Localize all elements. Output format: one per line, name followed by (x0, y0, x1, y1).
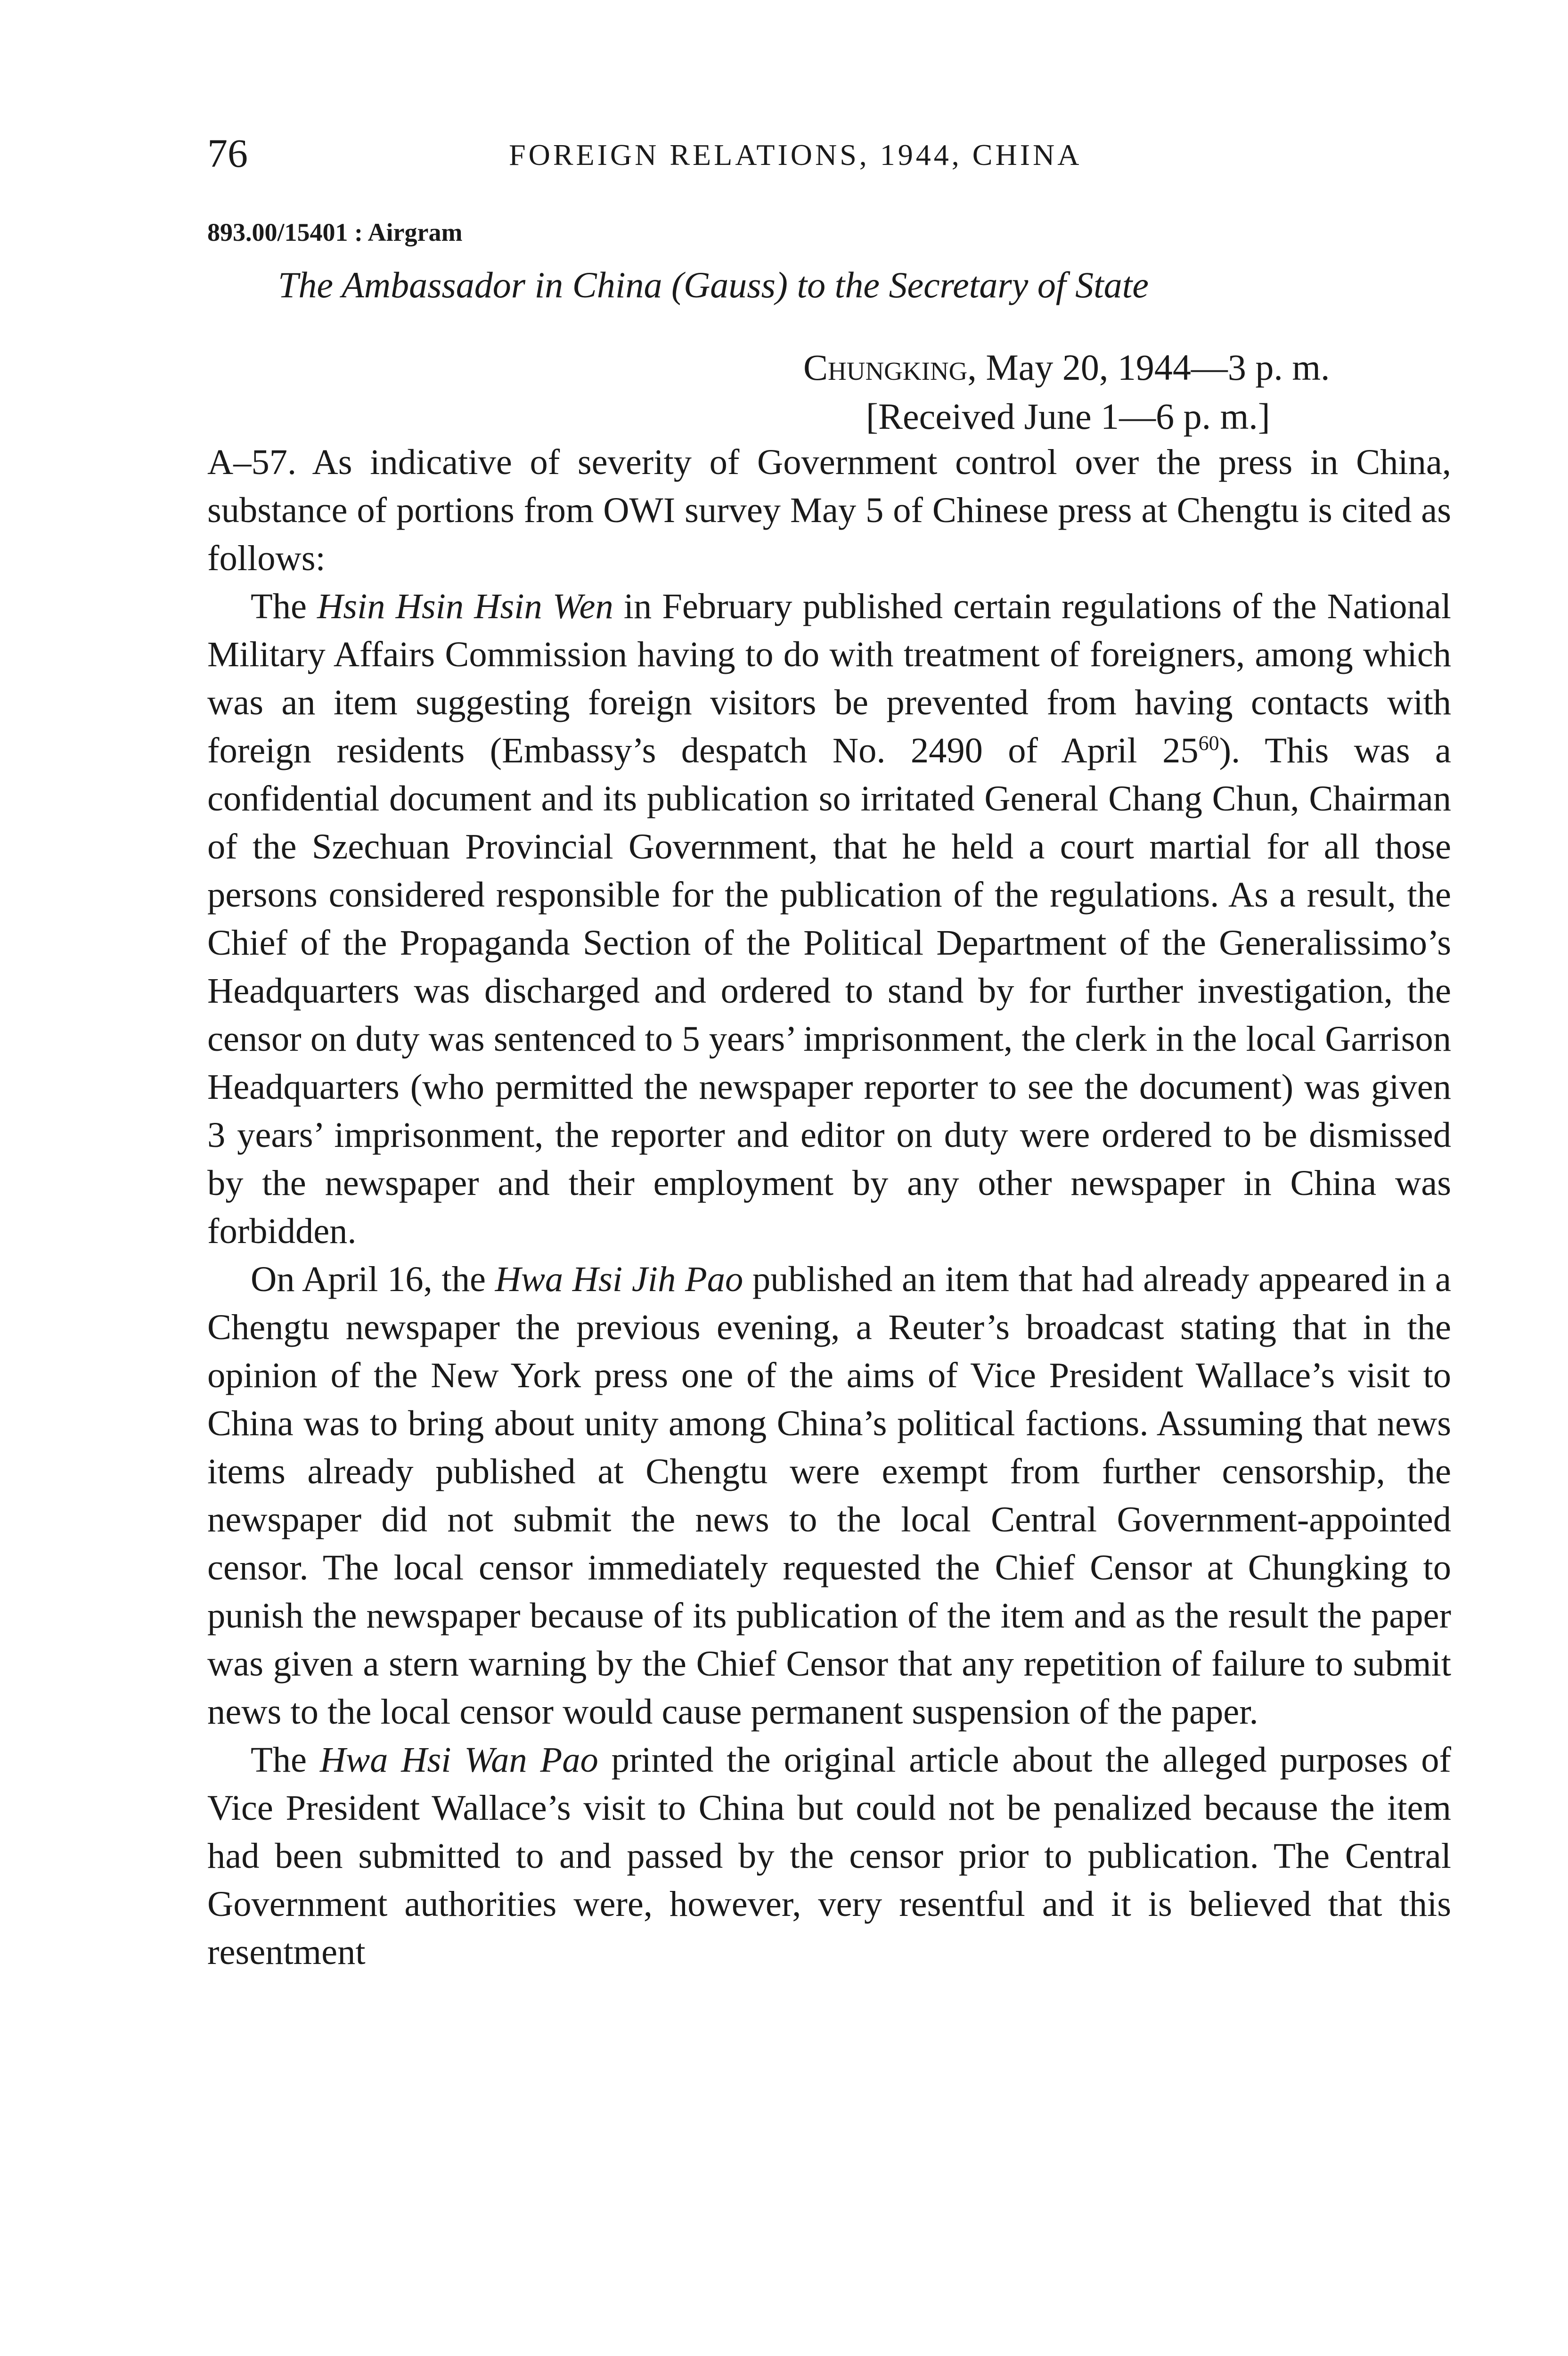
paragraph-1-text: A–57. As indicative of severity of Government control over the press in China, substance of portions from OWI survey May 5 of Chinese press at Chengtu is cited as follows: (207, 442, 1451, 578)
paragraph-3-text-b: published an item that had already appeared in a Chengtu newspaper the previous evening, a Reuter’s broadcast stating that in the opinion of the New York press one of the aims of Vice President Wallace’s visit to China was to bring about unity among China’s political factions. Assuming that news items already published at Chengtu were exempt from further censorship, the newspaper did not submit the news to the local Central Government-appointed censor. The local censor immediately requested the Chief Censor at Chungking to punish the newspaper because of its publication of the item and as the result the paper was given a stern warning by the Chief Censor that any repetition of failure to submit news to the local censor would cause permanent suspension of the paper. (207, 1259, 1451, 1732)
newspaper-name: Hwa Hsi Wan Pao (319, 1740, 598, 1780)
paragraph-2-text-b: in February published certain regulations of the National Military Affairs Commission having to do with treatment of foreigners, among which was an item suggesting foreign visitors be prevented from having contacts with foreign residents (Embassy’s despatch No. 2490 of April 25 (207, 586, 1452, 770)
paragraph-4 (207, 1736, 1451, 1976)
page-number: 76 (207, 131, 248, 176)
paragraph-2-text-c: ). This was a confidential document and its publication so irritated General Chang Chun, Chairman of the Szechuan Provincial Government, that he held a court martial for all those persons considered responsible for the publication of the regulations. As a result, the Chief of the Propaganda Section of the Political Department of the Generalissimo’s Headquarters was discharged and ordered to stand by for further investigation, the censor on duty was sentenced to 5 years’ imprisonment, the clerk in the local Garrison Headquarters (who permitted the newspaper reporter to see the document) was given 3 years’ imprisonment, the reporter and editor on duty were ordered to be dismissed by the newspaper and their employment by any other newspaper in China was forbidden. (207, 730, 1451, 1251)
dateline (803, 343, 1463, 392)
newspaper-name: Hsin Hsin Hsin Wen (317, 586, 613, 626)
paragraph-1 (207, 438, 1451, 582)
paragraph-4-text-a: The (251, 1740, 320, 1780)
body-text (207, 438, 1451, 1976)
paragraph-4-text-b: printed the original article about the alleged purposes of Vice President Wallace’s visit to China but could not be penalized because the item had been submitted to and passed by the censor prior to publication. The Central Government authorities were, however, very resentful and it is believed that this resentment (207, 1740, 1451, 1972)
received-note: [Received June 1—6 p. m.] (866, 396, 1270, 437)
file-reference: 893.00/15401 : Airgram (207, 218, 463, 246)
paragraph-3 (207, 1255, 1451, 1736)
running-header (207, 127, 1451, 179)
document-title: The Ambassador in China (Gauss) to the Secretary of State (278, 264, 1149, 305)
dateline-place: Chungking, (803, 347, 977, 388)
running-title: FOREIGN RELATIONS, 1944, CHINA (509, 138, 1082, 172)
footnote-reference: 60 (1198, 731, 1219, 755)
paragraph-2-text-a: The (251, 586, 318, 626)
paragraph-3-text-a: On April 16, the (251, 1259, 495, 1299)
paragraph-2 (207, 582, 1451, 1255)
dateline-time: May 20, 1944—3 p. m. (986, 347, 1330, 388)
newspaper-name: Hwa Hsi Jih Pao (495, 1259, 743, 1299)
